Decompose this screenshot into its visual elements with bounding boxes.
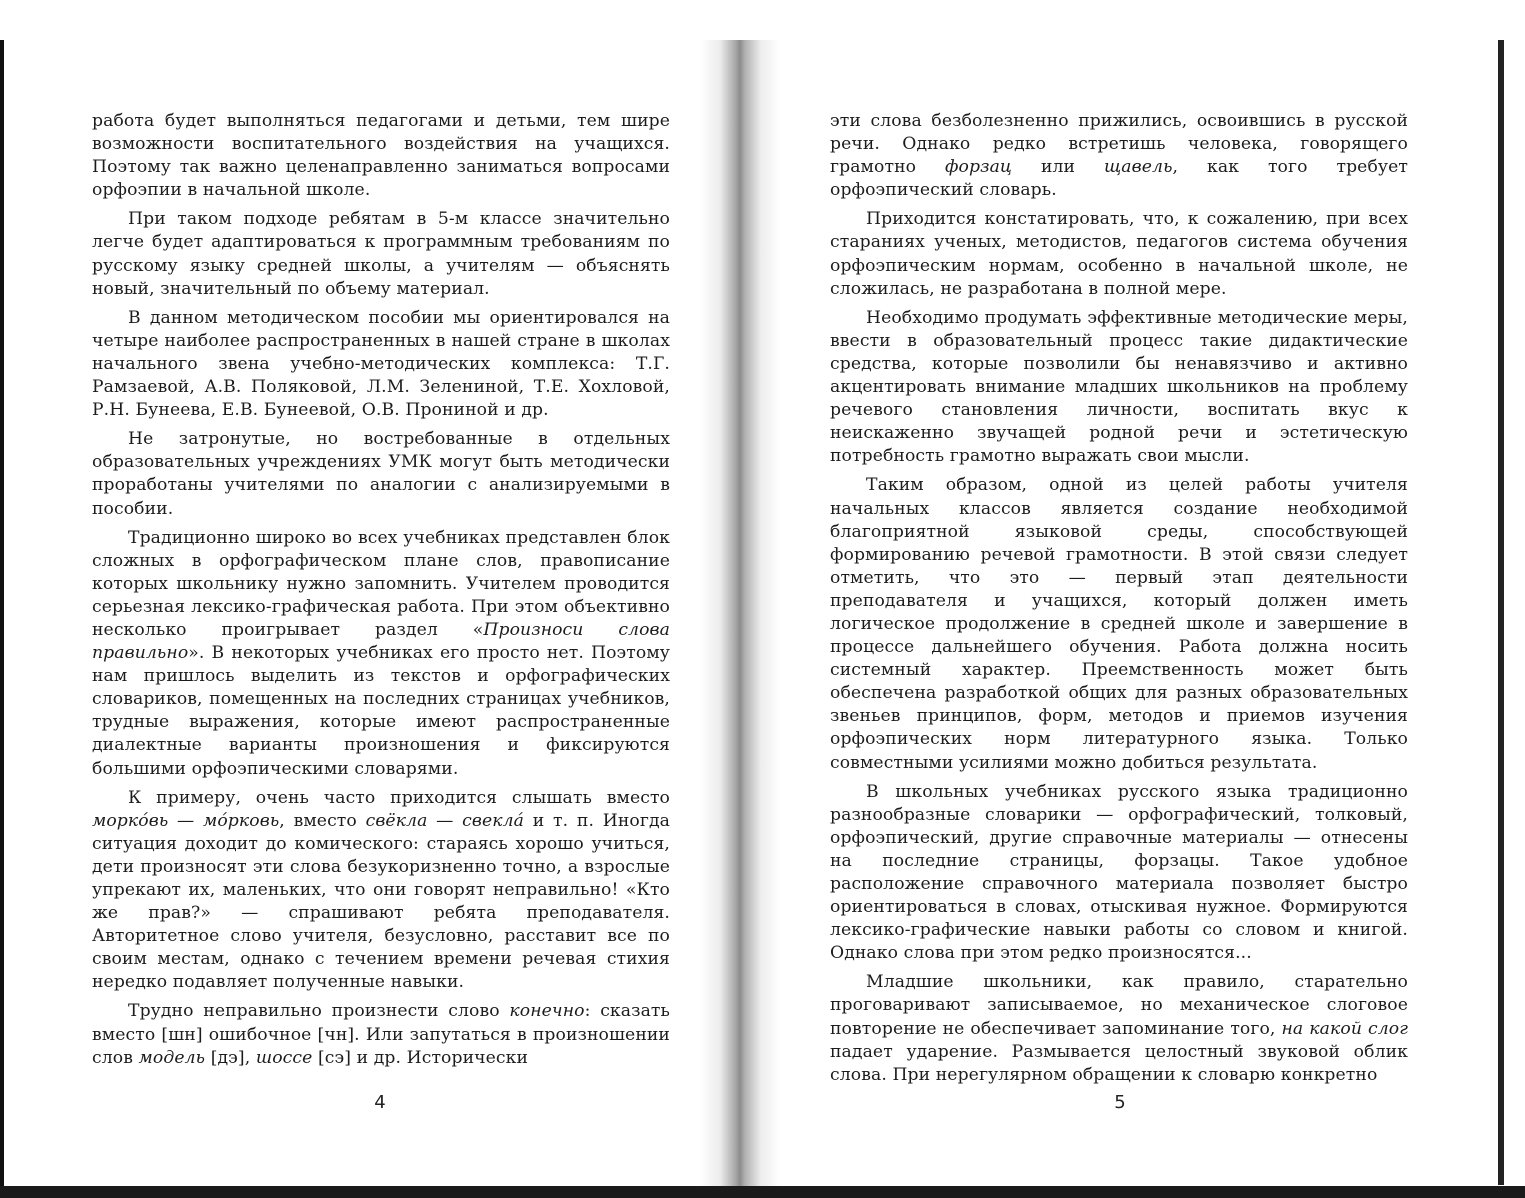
italic-term: на какой слог xyxy=(1281,1018,1408,1039)
right-page-number: 5 xyxy=(1114,1092,1126,1113)
left-page-number: 4 xyxy=(374,1092,386,1113)
right-paragraph-3: Необходимо продумать эффективные методические меры, ввести в образовательный процесс такие дидактические средства, которые позволили бы ненавязчиво и активно акцентировать внимание младших школьников на проблему речевого становления личности, воспитать вкус к неискаженно звучащей родной речи и эстетическую потребность грамотно выражать свои мысли. xyxy=(830,307,1408,467)
italic-term: моркóвь — мóрковь xyxy=(92,810,280,831)
right-page xyxy=(830,110,1408,1093)
left-paragraph-7: Трудно неправильно произнести слово конечно: сказать вместо [шн] ошибочное [чн]. Или запутаться в произношении слов модель [дэ], шоссе [сэ] и др. Исторически xyxy=(92,1001,671,1068)
right-paragraph-2: Приходится констатировать, что, к сожалению, при всех стараниях ученых, методистов, педагогов система обучения орфоэпическим нормам, особенно в начальной школе, не сложилась, не разработана в полной мере. xyxy=(830,209,1408,299)
italic-term: свёкла — свеклá xyxy=(365,810,525,831)
book-gutter-shadow xyxy=(700,40,780,1186)
italic-term: шоссе xyxy=(255,1047,313,1068)
right-paragraph-6: Младшие школьники, как правило, старательно проговаривают записываемое, но механическое слоговое повторение не обеспечивает запоминание того, на какой слог падает ударение. Размывается целостный звуковой облик слова. При нерегулярном обращении к словарю конкретно xyxy=(830,972,1408,1085)
scan-right-edge xyxy=(1498,40,1504,1185)
left-paragraph-3: В данном методическом пособии мы ориентировался на четыре наиболее распространенных в нашей стране в школах начального звена учебно-методических комплекса: Т.Г. Рамзаевой, А.В. Поляковой, Л.М. Зелениной, Т.Е. Хохловой, Р.Н. Бунеева, Е.В. Бунеевой, О.В. Прониной и др. xyxy=(92,307,670,421)
right-paragraph-4: Таким образом, одной из целей работы учителя начальных классов является создание необходимой благоприятной языковой среды, способствующей формированию речевой грамотности. В этой связи следует отметить, что это — первый этап деятельности преподавателя и учащихся, который должен иметь логическое продолжение в средней школе и завершение в процессе дальнейшего обучения. Работа должна носить системный характер. Преемственность может быть обеспечена разработкой общих для разных образовательных звеньев принципов, форм, методов и приемов изучения орфоэпических норм литературного языка. Только совместными усилиями можно добиться результата. xyxy=(830,475,1408,773)
scan-left-edge xyxy=(0,40,4,1198)
italic-term: форзац xyxy=(945,157,1013,178)
left-paragraph-4: Не затронутые, но востребованные в отдельных образовательных учреждениях УМК могут быть методически проработаны учителями по аналогии с анализируемыми в пособии. xyxy=(92,429,670,519)
scan-bottom-edge xyxy=(0,1186,1525,1198)
italic-term: Произноси слова правильно xyxy=(92,619,670,664)
italic-term: модель xyxy=(138,1047,206,1068)
left-paragraph-6: К примеру, очень часто приходится слышать вместо моркóвь — мóрковь, вместо свёкла — свеклá и т. п. Иногда ситуация доходит до комического: стараясь хорошо учиться, дети произносят эти слова безукоризненно точно, а взрослые упрекают их, маленьких, что они говорят неправильно! «Кто же прав?» — спрашивают ребята преподавателя. Авторитетное слово учителя, безусловно, расставит все по своим местам, однако с течением времени речевая стихия нередко подавляет полученные навыки. xyxy=(92,787,670,993)
left-paragraph-1: работа будет выполняться педагогами и детьми, тем шире возможности воспитательного воздействия на учащихся. Поэтому так важно целенаправленно заниматься вопросами орфоэпии в начальной школе. xyxy=(92,111,670,201)
left-paragraph-5: Традиционно широко во всех учебниках представлен блок сложных в орфографическом плане слов, правописание которых школьнику нужно запомнить. Учителем проводится серьезная лексико-графическая работа. При этом объективно несколько проигрывает раздел «Произноси слова правильно». В некоторых учебниках его просто нет. Поэтому нам пришлось выделить из текстов и орфографических словариков, помещенных на последних страницах учебников, трудные выражения, которые имеют распространенные диалектные варианты произношения и фиксируются большими орфоэпическими словарями. xyxy=(92,527,670,779)
left-paragraph-2: При таком подходе ребятам в 5-м классе значительно легче будет адаптироваться к программным требованиям по русскому языку средней школы, а учителям — объяснять новый, значительный по объему материал. xyxy=(92,209,670,299)
italic-term: щавель xyxy=(1104,157,1173,178)
italic-term: конечно xyxy=(509,1001,585,1022)
right-paragraph-1: эти слова безболезненно прижились, освоившись в русской речи. Однако редко встретишь человека, говорящего грамотно форзац или щавель, как того требует орфоэпический словарь. xyxy=(830,111,1408,201)
left-page xyxy=(92,110,670,1076)
right-paragraph-5: В школьных учебниках русского языка традиционно разнообразные словарики — орфографический, толковый, орфоэпический, другие справочные материалы — отнесены на последние страницы, форзацы. Такое удобное расположение справочного материала позволяет быстро ориентироваться в словах, отыскивая нужное. Формируются лексико-графические навыки работы со словом и книгой. Однако слова при этом редко произносятся... xyxy=(830,781,1408,964)
